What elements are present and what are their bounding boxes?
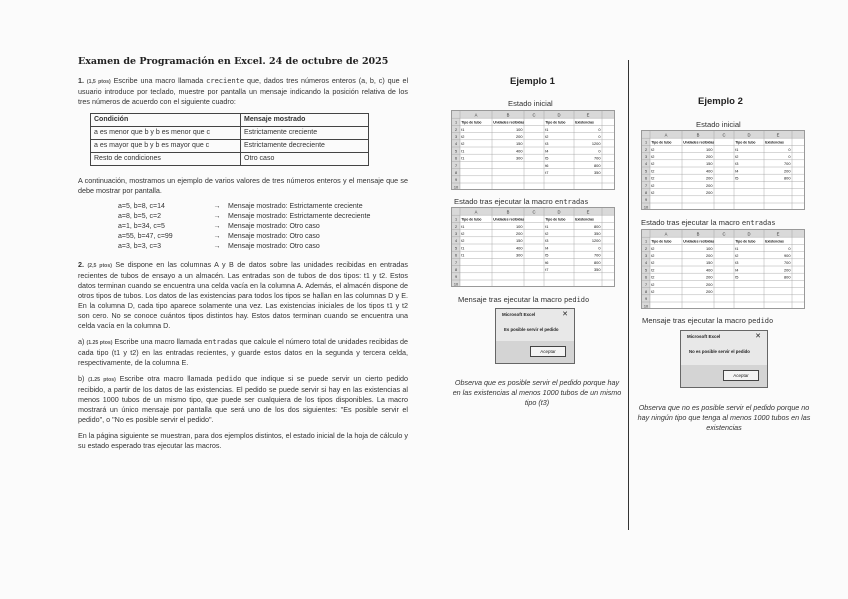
accept-button[interactable]: Aceptar — [530, 346, 566, 357]
row-number: 3 — [644, 254, 648, 258]
table-row — [91, 153, 369, 166]
q2b-text2: que indique si se puede servir un cierto pedido recibido, a partir de los datos de las existencias. El pedido se puede servir si hay en las existencias al menos 1000 tubos de un mismo tipo, que puede ser cualquiera de los tipos disponibles. La macro mostrará un único mensaje por pantalla que será uno de los dos siguientes: "Es posible servir el pedido", o "No es posible servir el pedido". — [78, 374, 409, 424]
row-number: 8 — [454, 268, 458, 272]
sheet-cell: t5 — [545, 252, 549, 258]
row-number: 9 — [644, 198, 648, 203]
list-item — [118, 202, 408, 212]
sheet-cell: t3 — [545, 238, 549, 244]
sheet-cell: t7 — [545, 170, 549, 175]
sheet-cell: t2 — [651, 274, 655, 280]
sheet-cell: t2 — [651, 253, 655, 258]
row-number: 5 — [454, 149, 458, 154]
sheet-cell: t4 — [735, 267, 739, 273]
q2a-text2: que calcule el número total de unidades recibidas de cada tipo (t1 y t2) en las entradas recientes, y guarde estos datos en la segunda y tercera celda, respectivamente, de la columna E. — [78, 337, 408, 367]
example1-after-text: Estado tras ejecutar la macro — [454, 197, 553, 206]
row-number: 7 — [454, 163, 458, 168]
row-number: 2 — [454, 224, 458, 229]
condition-cell: Resto de condiciones — [91, 153, 241, 166]
sheet-cell: t5 — [735, 274, 739, 280]
row-number: 3 — [454, 232, 458, 236]
sheet-cell: t2 — [461, 231, 465, 236]
sheet-cell: Unidades recibidas — [493, 120, 525, 125]
row-number: 8 — [644, 191, 648, 195]
example2-initial-sheet — [641, 130, 805, 210]
sheet-cell: 1200 — [591, 238, 601, 244]
column-letter: B — [506, 209, 510, 215]
example1-message-text: Mensaje tras ejecutar la macro — [458, 295, 562, 304]
condition-cell: a es menor que b y b es menor que c — [91, 127, 241, 140]
example-output: Mensaje mostrado: Estrictamente decreciente — [228, 213, 371, 220]
sheet-cell: t4 — [545, 148, 549, 154]
sheet-cell: t3 — [545, 141, 549, 147]
sheet-cell: t1 — [461, 252, 465, 258]
sheet-cell: Existencias — [575, 217, 594, 222]
sheet-cell: 800 — [594, 259, 601, 265]
row-number: 6 — [644, 176, 648, 181]
close-icon[interactable]: ✕ — [562, 311, 568, 318]
sheet-cell: t1 — [461, 155, 465, 161]
column-letter: C — [532, 209, 536, 215]
spreadsheet-grid — [452, 208, 614, 286]
sheet-cell: t5 — [735, 175, 739, 181]
q1-text-b: que, dados tres números enteros (a, b, c) que el usuario introduce por teclado, muestre por pantalla un mensaje indicando la posición relativa de los tres números de acuerdo con el siguiente cuadro: — [78, 76, 409, 106]
example-output: Mensaje mostrado: Otro caso — [228, 243, 320, 250]
sheet-cell: 300 — [516, 252, 523, 258]
sheet-cell: t2 — [651, 245, 655, 251]
sheet-cell: t2 — [651, 260, 655, 266]
column-letter: D — [747, 132, 751, 138]
sheet-cell: t1 — [545, 126, 549, 132]
column-letter: C — [532, 112, 536, 118]
row-number: 10 — [643, 304, 649, 308]
row-number: 5 — [454, 246, 458, 251]
q2a-points: (1.25 ptos) — [86, 340, 113, 346]
sheet-cell: 200 — [516, 134, 523, 139]
column-letter: E — [776, 231, 780, 237]
row-number: 4 — [644, 261, 648, 266]
sheet-cell: 0 — [598, 134, 601, 139]
sheet-cell: t1 — [735, 146, 739, 152]
sheet-cell: 800 — [594, 162, 601, 168]
column-letter: A — [664, 231, 668, 237]
sheet-cell: t2 — [651, 289, 655, 294]
example-input: a=8, b=5, c=2 — [118, 213, 162, 220]
sheet-cell: t4 — [545, 245, 549, 251]
column-divider — [628, 60, 629, 530]
sheet-cell: t2 — [545, 134, 549, 139]
row-number: 9 — [454, 178, 458, 183]
row-number: 8 — [454, 171, 458, 175]
example2-dialog — [680, 330, 768, 388]
sheet-cell: 0 — [598, 126, 601, 132]
sheet-cell: t2 — [461, 134, 465, 139]
spreadsheet-grid — [452, 111, 614, 189]
dialog-caption: Microsoft Excel — [687, 334, 721, 339]
example2-after-label — [641, 218, 776, 227]
row-number: 7 — [644, 282, 648, 287]
sheet-cell: 200 — [706, 253, 713, 258]
q2b-statement — [78, 374, 408, 425]
example-input: a=5, b=8, c=14 — [118, 203, 165, 210]
sheet-cell: 900 — [784, 253, 791, 258]
sheet-cell: Tipo de tubo — [735, 140, 756, 145]
q1-text-a: Escribe una macro llamada — [113, 76, 204, 85]
sheet-cell: t1 — [461, 245, 465, 251]
sheet-cell: 150 — [516, 238, 523, 244]
example2-message-text: Mensaje tras ejecutar la macro — [642, 316, 746, 325]
sheet-cell: t3 — [735, 161, 739, 167]
column-letter: D — [557, 112, 561, 118]
row-number: 10 — [453, 282, 459, 286]
sheet-cell: t1 — [735, 245, 739, 251]
sheet-cell: t2 — [651, 267, 655, 273]
sheet-cell: t6 — [545, 259, 549, 265]
sheet-cell: Unidades recibidas — [493, 217, 525, 222]
sheet-cell: 100 — [516, 126, 523, 132]
sheet-cell: 350 — [594, 267, 601, 272]
column-letter: D — [557, 209, 561, 215]
questions-column — [78, 76, 408, 457]
q2a-statement — [78, 337, 408, 368]
conditions-header-row — [91, 114, 369, 127]
spreadsheet-grid — [642, 131, 804, 209]
example1-title: Ejemplo 1 — [510, 76, 555, 87]
q2-final-text: En la página siguiente se muestran, para dos ejemplos distintos, el estado inicial de la hoja de cálculo y su estado esperado tras ejecutar las macros. — [78, 431, 408, 450]
sheet-cell: t2 — [651, 190, 655, 195]
sheet-cell: 400 — [516, 148, 523, 154]
column-letter: E — [776, 132, 780, 138]
column-letter: E — [586, 209, 590, 215]
sheet-cell: 800 — [784, 274, 791, 280]
q1-examples — [118, 202, 408, 252]
list-item — [118, 222, 408, 232]
sheet-cell: 200 — [706, 274, 713, 280]
q2-number: 2. — [78, 260, 84, 269]
example1-initial-label: Estado inicial — [508, 99, 553, 108]
exam-title: Examen de Programación en Excel. 24 de octubre de 2025 — [78, 56, 389, 67]
column-letter: A — [664, 132, 668, 138]
sheet-cell: 0 — [788, 154, 791, 159]
row-number: 3 — [454, 135, 458, 139]
example1-entradas-macro: entradas — [554, 198, 589, 206]
arrow-icon: → — [213, 233, 221, 240]
sheet-cell: t2 — [735, 154, 739, 159]
sheet-cell: t2 — [651, 146, 655, 152]
dialog-message: Es posible servir el pedido — [504, 327, 559, 332]
sheet-cell: Tipo de tubo — [545, 217, 566, 222]
sheet-cell: t5 — [545, 155, 549, 161]
column-letter: C — [722, 132, 726, 138]
example2-after-text: Estado tras ejecutar la macro — [641, 218, 740, 227]
sheet-cell: Unidades recibidas — [683, 140, 715, 145]
sheet-cell: 100 — [706, 245, 713, 251]
row-number: 4 — [454, 239, 458, 244]
message-cell: Estrictamente decreciente — [241, 140, 369, 153]
sheet-cell: Tipo de tubo — [461, 120, 482, 125]
row-number: 2 — [644, 147, 648, 152]
sheet-cell: 0 — [598, 245, 601, 251]
sheet-cell: 200 — [706, 281, 713, 287]
column-letter: A — [474, 112, 478, 118]
example1-pedido-macro: pedido — [563, 296, 590, 304]
accept-button[interactable]: Aceptar — [723, 370, 759, 381]
example-output: Mensaje mostrado: Otro caso — [228, 223, 320, 230]
sheet-cell: 350 — [594, 231, 601, 236]
row-number: 6 — [644, 275, 648, 280]
condition-cell: a es mayor que b y b es mayor que c — [91, 140, 241, 153]
sheet-cell: 0 — [788, 146, 791, 152]
q1-after-text: A continuación, mostramos un ejemplo de varios valores de tres números enteros y el mensaje que se debe mostrar por pantalla. — [78, 176, 408, 195]
q2b-text1: Escribe otra macro llamada — [119, 374, 213, 383]
column-letter: B — [696, 231, 700, 237]
example-input: a=55, b=47, c=99 — [118, 233, 173, 240]
sheet-cell: 200 — [516, 231, 523, 236]
row-number: 6 — [454, 156, 458, 161]
q2a-text1: Escribe una macro llamada — [114, 337, 202, 346]
sheet-cell: Tipo de tubo — [651, 140, 672, 145]
sheet-cell: t2 — [651, 182, 655, 188]
sheet-cell: 200 — [706, 182, 713, 188]
sheet-cell: 150 — [706, 260, 713, 266]
sheet-cell: Unidades recibidas — [683, 239, 715, 244]
row-number: 10 — [643, 205, 649, 209]
example1-message-label — [458, 295, 589, 304]
q2b-label: b) — [78, 374, 85, 383]
sheet-cell: t1 — [461, 148, 465, 154]
row-number: 1 — [644, 239, 648, 244]
row-number: 7 — [454, 260, 458, 265]
q1-statement — [78, 76, 408, 107]
example-output: Mensaje mostrado: Estrictamente creciente — [228, 203, 363, 210]
row-number: 9 — [454, 275, 458, 280]
q1-points: (1,5 ptos) — [86, 79, 111, 85]
message-cell: Estrictamente creciente — [241, 127, 369, 140]
column-letter: D — [747, 231, 751, 237]
sheet-cell: 200 — [706, 289, 713, 294]
sheet-cell: t6 — [545, 162, 549, 168]
sheet-cell: Existencias — [765, 140, 784, 145]
dialog-caption: Microsoft Excel — [502, 312, 536, 317]
header-condition: Condición — [91, 114, 241, 127]
q2-text: Se dispone en las columnas A y B de datos sobre las unidades recibidas en entradas recientes de tubos de ensayo a un almacén. Las entradas son de tubos de dos tipos: t1 y t2. Estos datos terminan cuando se encuentra una celda vacía en la columna A. Además, el almacén dispone de otros tipos de tubos. Los datos de las existencias para todos los tipos se hallan en las columnas D y E. En la columna D, cada tipo aparece solamente una vez. Las existencias iniciales de los tipos t1 y t2 son cero. No se conoce cuántos tipos distintos hay. Estos datos terminan cuando se encuentra una celda vacía en la columna D. — [78, 260, 409, 330]
example1-initial-sheet — [451, 110, 615, 190]
sheet-cell: t1 — [461, 223, 465, 229]
q2a-label: a) — [78, 337, 85, 346]
column-letter: B — [696, 132, 700, 138]
q2b-points: (1.25 ptos) — [88, 377, 116, 383]
sheet-cell: 0 — [598, 148, 601, 154]
row-number: 4 — [644, 162, 648, 167]
sheet-cell: t2 — [461, 141, 465, 147]
sheet-cell: 800 — [784, 175, 791, 181]
sheet-cell: t2 — [545, 231, 549, 236]
sheet-cell: t2 — [651, 161, 655, 167]
row-number: 7 — [644, 183, 648, 188]
sheet-cell: 700 — [784, 161, 791, 167]
spreadsheet-grid — [642, 230, 804, 308]
example2-pedido-macro: pedido — [747, 317, 774, 325]
sheet-cell: 0 — [788, 245, 791, 251]
example-input: a=3, b=3, c=3 — [118, 243, 162, 250]
column-letter: C — [722, 231, 726, 237]
sheet-cell: 350 — [594, 170, 601, 175]
sheet-cell: Tipo de tubo — [735, 239, 756, 244]
example2-entradas-macro: entradas — [741, 219, 776, 227]
row-number: 2 — [644, 246, 648, 251]
column-letter: A — [474, 209, 478, 215]
sheet-cell: t2 — [651, 154, 655, 159]
table-row — [91, 140, 369, 153]
column-letter: E — [586, 112, 590, 118]
sheet-cell: Tipo de tubo — [651, 239, 672, 244]
sheet-cell: 200 — [706, 190, 713, 195]
q1-number: 1. — [78, 76, 84, 85]
example2-final-sheet — [641, 229, 805, 309]
sheet-cell: t4 — [735, 168, 739, 174]
sheet-cell: Existencias — [575, 120, 594, 125]
sheet-cell: 300 — [516, 155, 523, 161]
example1-note: Observa que es posible servir el pedido porque hay en las existencias al menos 1000 tubos de un mismo tipo (t3) — [452, 378, 622, 407]
sheet-cell: 1200 — [591, 141, 601, 147]
row-number: 5 — [644, 169, 648, 174]
sheet-cell: t2 — [651, 168, 655, 174]
header-message: Mensaje mostrado — [241, 114, 369, 127]
example2-message-label — [642, 316, 773, 325]
sheet-cell: t3 — [735, 260, 739, 266]
sheet-cell: 400 — [706, 168, 713, 174]
row-number: 2 — [454, 127, 458, 132]
arrow-icon: → — [213, 213, 221, 220]
sheet-cell: 400 — [516, 245, 523, 251]
row-number: 5 — [644, 268, 648, 273]
sheet-cell: 700 — [784, 260, 791, 266]
sheet-cell: 200 — [784, 267, 791, 273]
sheet-cell: 800 — [594, 223, 601, 229]
row-number: 1 — [454, 120, 458, 125]
close-icon[interactable]: ✕ — [755, 333, 761, 340]
row-number: 9 — [644, 297, 648, 302]
sheet-cell: Existencias — [765, 239, 784, 244]
sheet-cell: 200 — [706, 154, 713, 159]
sheet-cell: t2 — [735, 253, 739, 258]
example-input: a=1, b=34, c=5 — [118, 223, 165, 230]
arrow-icon: → — [213, 203, 221, 210]
row-number: 1 — [644, 140, 648, 145]
sheet-cell: 150 — [516, 141, 523, 147]
arrow-icon: → — [213, 223, 221, 230]
list-item — [118, 232, 408, 242]
q1-macro-name: creciente — [206, 77, 245, 85]
row-number: 8 — [644, 290, 648, 294]
example-output: Mensaje mostrado: Otro caso — [228, 233, 320, 240]
list-item — [118, 212, 408, 222]
q2a-macro-name: entradas — [203, 338, 238, 346]
sheet-cell: 200 — [784, 168, 791, 174]
sheet-cell: 400 — [706, 267, 713, 273]
message-cell: Otro caso — [241, 153, 369, 166]
row-number: 6 — [454, 253, 458, 258]
sheet-cell: t2 — [651, 281, 655, 287]
example1-after-label — [454, 197, 589, 206]
sheet-cell: t1 — [545, 223, 549, 229]
column-letter: B — [506, 112, 510, 118]
sheet-cell: 700 — [594, 252, 601, 258]
sheet-cell: Tipo de tubo — [461, 217, 482, 222]
table-row — [91, 127, 369, 140]
sheet-cell: t2 — [461, 238, 465, 244]
sheet-cell: 100 — [706, 146, 713, 152]
sheet-cell: 150 — [706, 161, 713, 167]
row-number: 4 — [454, 142, 458, 147]
sheet-cell: 100 — [516, 223, 523, 229]
sheet-cell: t2 — [651, 175, 655, 181]
example2-title: Ejemplo 2 — [698, 96, 743, 107]
arrow-icon: → — [213, 243, 221, 250]
sheet-cell: 700 — [594, 155, 601, 161]
example2-initial-label: Estado inicial — [696, 120, 741, 129]
sheet-cell: t1 — [461, 126, 465, 132]
sheet-cell: t7 — [545, 267, 549, 272]
row-number: 10 — [453, 185, 459, 189]
q2b-macro-name: pedido — [216, 375, 242, 383]
row-number: 1 — [454, 217, 458, 222]
row-number: 3 — [644, 155, 648, 159]
sheet-cell: Tipo de tubo — [545, 120, 566, 125]
list-item — [118, 242, 408, 252]
dialog-message: No es posible servir el pedido — [689, 349, 750, 354]
q2-statement — [78, 260, 408, 331]
q2-points: (2,5 ptos) — [87, 263, 112, 269]
conditions-table — [90, 113, 369, 166]
sheet-cell: 200 — [706, 175, 713, 181]
example2-note: Observa que no es posible servir el pedido porque no hay ningún tipo que tenga al menos 1000 tubos en las existencias — [637, 403, 811, 432]
example1-dialog — [495, 308, 575, 364]
example1-final-sheet — [451, 207, 615, 287]
